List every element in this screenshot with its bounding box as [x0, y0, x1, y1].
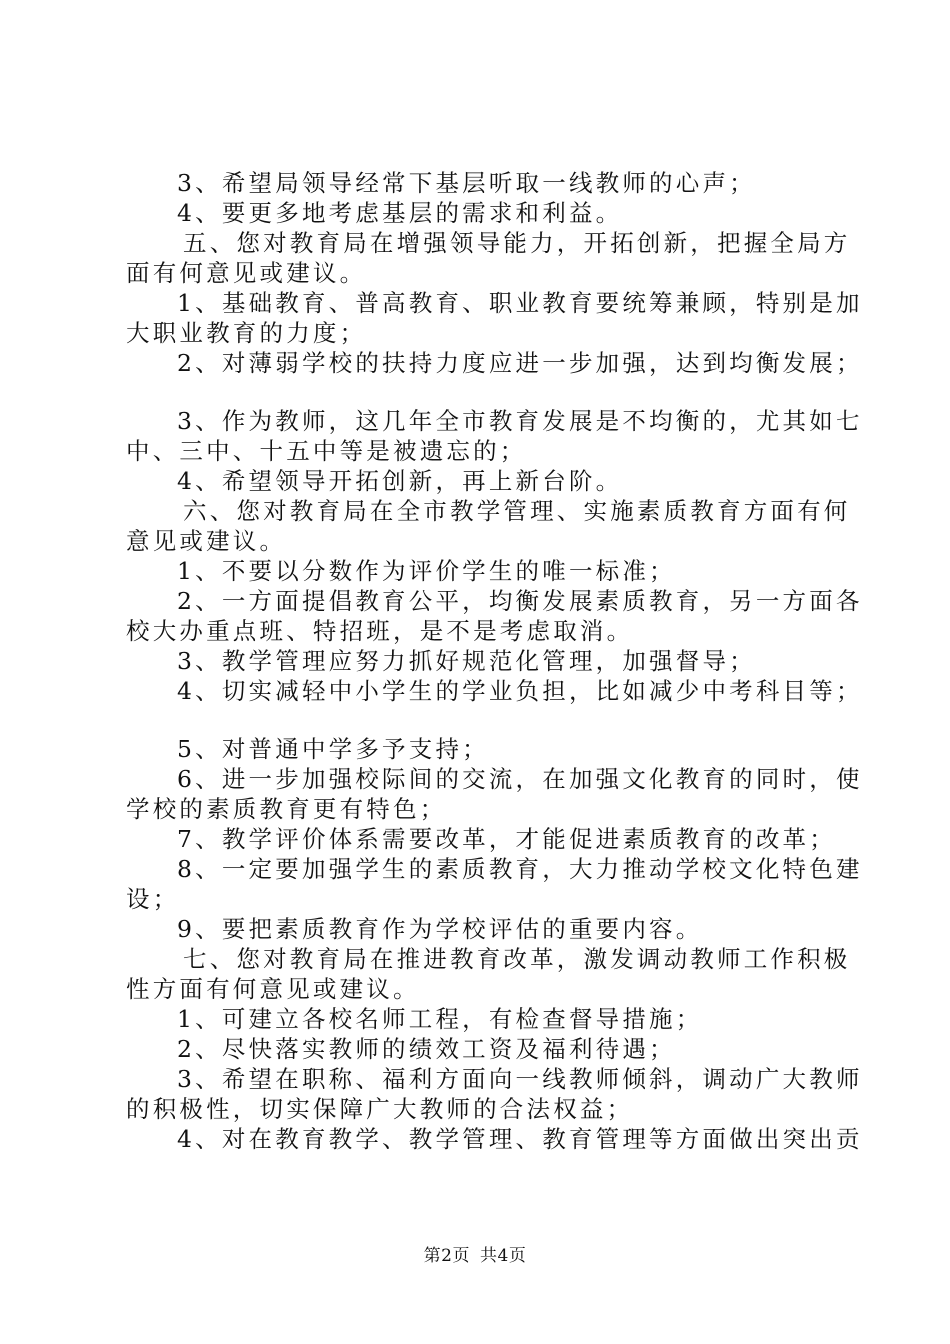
- section-heading: 五、您对教育局在增强领导能力，开拓创新，把握全局方: [183, 229, 851, 257]
- blank-line: [126, 706, 836, 734]
- list-item: 6、进一步加强校际间的交流，在加强文化教育的同时，使: [177, 765, 863, 793]
- list-item: 1、不要以分数作为评价学生的唯一标准；: [177, 557, 676, 585]
- list-item: 8、一定要加强学生的素质教育，大力推动学校文化特色建: [177, 855, 863, 883]
- list-item: 1、可建立各校名师工程，有检查督导措施；: [177, 1005, 703, 1033]
- list-item-continued: 校大办重点班、特招班，是不是考虑取消。: [126, 617, 634, 645]
- page-total: 共4页: [480, 1246, 527, 1266]
- list-item: 2、一方面提倡教育公平，均衡发展素质教育，另一方面各: [177, 587, 863, 615]
- section-heading-continued: 面有何意见或建议。: [126, 259, 367, 287]
- list-item: 9、要把素质教育作为学校评估的重要内容。: [177, 915, 703, 943]
- list-item-continued: 学校的素质教育更有特色；: [126, 795, 447, 823]
- list-item: 4、希望领导开拓创新，再上新台阶。: [177, 467, 623, 495]
- list-item-continued: 的积极性，切实保障广大教师的合法权益；: [126, 1095, 634, 1123]
- list-item-continued: 设；: [126, 885, 180, 913]
- page-number: 第2页: [423, 1246, 470, 1266]
- blank-line: [126, 378, 836, 406]
- list-item: 2、尽快落实教师的绩效工资及福利待遇；: [177, 1035, 676, 1063]
- section-heading: 六、您对教育局在全市教学管理、实施素质教育方面有何: [183, 497, 851, 525]
- section-heading: 七、您对教育局在推进教育改革，激发调动教师工作积极: [183, 945, 851, 973]
- list-item: 7、教学评价体系需要改革，才能促进素质教育的改革；: [177, 825, 836, 853]
- section-heading-continued: 性方面有何意见或建议。: [126, 975, 420, 1003]
- list-item-continued: 大职业教育的力度；: [126, 319, 367, 347]
- list-item: 3、作为教师，这几年全市教育发展是不均衡的，尤其如七: [177, 407, 863, 435]
- list-item: 3、教学管理应努力抓好规范化管理，加强督导；: [177, 647, 756, 675]
- page-footer: [0, 1245, 950, 1267]
- list-item: 4、要更多地考虑基层的需求和利益。: [177, 199, 623, 227]
- list-item-continued: 中、三中、十五中等是被遗忘的；: [126, 437, 527, 465]
- list-item: 3、希望局领导经常下基层听取一线教师的心声；: [177, 169, 756, 197]
- list-item: 1、基础教育、普高教育、职业教育要统筹兼顾，特别是加: [177, 289, 863, 317]
- list-item: 5、对普通中学多予支持；: [177, 735, 489, 763]
- list-item: 2、对薄弱学校的扶持力度应进一步加强，达到均衡发展；: [177, 349, 863, 377]
- section-heading-continued: 意见或建议。: [126, 527, 287, 555]
- list-item: 4、对在教育教学、教学管理、教育管理等方面做出突出贡: [177, 1125, 863, 1153]
- document-body: [126, 168, 863, 1154]
- list-item: 3、希望在职称、福利方面向一线教师倾斜，调动广大教师: [177, 1065, 863, 1093]
- list-item: 4、切实减轻中小学生的学业负担，比如减少中考科目等；: [177, 677, 863, 705]
